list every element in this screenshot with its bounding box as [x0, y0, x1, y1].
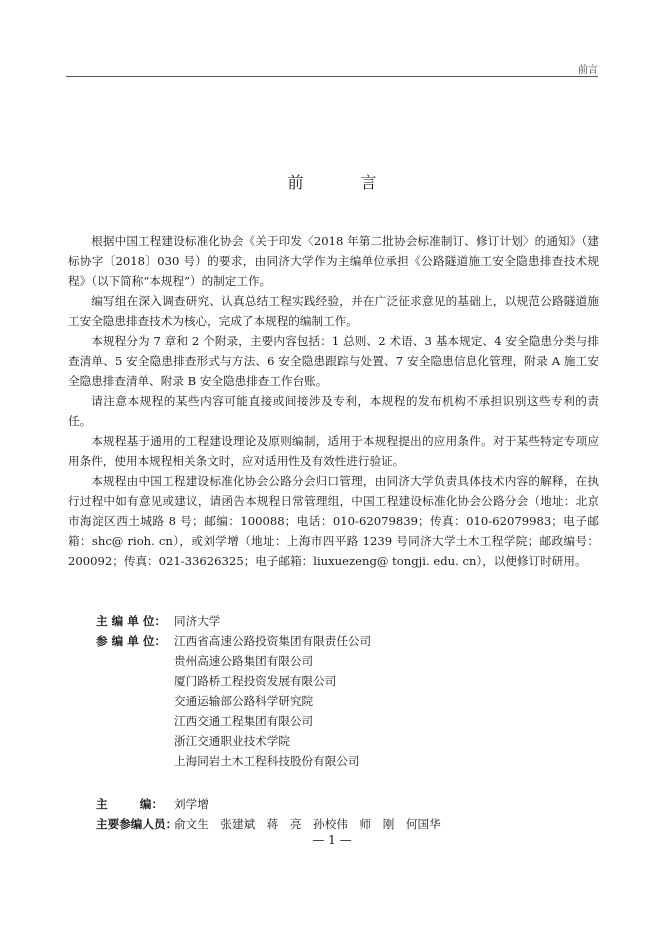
participating-unit: 上海同岩土木工程科技股份有限公司: [174, 754, 360, 768]
main-editors-names: 俞文生 张建斌 蒋 亮 孙校伟 师 刚 何国华: [174, 817, 441, 831]
participating-unit: 厦门路桥工程投资发展有限公司: [174, 674, 337, 688]
editors-section: [96, 794, 576, 834]
paragraph: 本规程分为 7 章和 2 个附录，主要内容包括：1 总则、2 术语、3 基本规定、4 安全隐患分类与排查清单、5 安全隐患排查形式与方法、6 安全隐患跟踪与处置、7 安全隐患信息化管理，附录 A 施工安全隐患排查清单、附录 B 安全隐患排查工作台账。: [68, 334, 599, 388]
header-rule: [66, 76, 598, 77]
participating-units-list: [174, 631, 371, 771]
page-title: 前 言: [287, 173, 403, 192]
paragraph: 本规程由中国工程建设标准化协会公路分会归口管理，由同济大学负责具体技术内容的解释，在执行过程中如有意见或建议，请函告本规程日常管理组，中国工程建设标准化协会公路分会（地址：北京市海淀区西土城路 8 号；邮编：100088；电话：010-62079839；传真：010-62079983；电子邮箱：shc@ rioh. cn），或刘学增（地址：上海市四平路 1239 号同济大学土木工程学院；邮政编号：200092；传真：021-33626325；电子邮箱：liuxuezeng@ tongji. edu. cn），以便修订时研用。: [68, 474, 599, 568]
paragraph: 本规程基于通用的工程建设理论及原则编制，适用于本规程提出的应用条件。对于某些特定专项应用条件，使用本规程相关条文时，应对适用性及有效性进行验证。: [68, 434, 599, 468]
paragraph: 编写组在深入调查研究、认真总结工程实践经验，并在广泛征求意见的基础上，以规范公路隧道施工安全隐患排查技术为核心，完成了本规程的编制工作。: [68, 294, 599, 328]
units-section: [96, 611, 576, 771]
chief-editor-row: [96, 794, 576, 814]
body-text: [68, 231, 599, 571]
participating-unit: 江西省高速公路投资集团有限责任公司: [174, 634, 372, 648]
chief-unit-row: [96, 611, 576, 631]
chief-unit-label: 主 编 单 位：: [96, 614, 167, 628]
participating-unit: 贵州高速公路集团有限公司: [174, 654, 314, 668]
chief-editor-name: 刘学增: [174, 797, 209, 811]
chief-unit-name: 同济大学: [174, 614, 221, 628]
participating-unit: 江西交通工程集团有限公司: [174, 714, 314, 728]
running-head: 前言: [578, 65, 598, 76]
participating-unit: 交通运输部公路科学研究院: [174, 694, 314, 708]
paragraph: 根据中国工程建设标准化协会《关于印发〈2018 年第二批协会标准制订、修订计划〉的通知》（建标协字〔2018〕030 号）的要求，由同济大学作为主编单位承担《公路隧道施工安全隐患排查技术规程》（以下简称“本规程”）的制定工作。: [68, 234, 599, 288]
main-editors-row: [96, 814, 576, 834]
chief-editor-label: 主 编：: [96, 797, 164, 811]
participating-units-label: 参 编 单 位：: [96, 634, 167, 648]
page-number: — 1 —: [312, 833, 352, 847]
participating-unit: 浙江交通职业技术学院: [174, 734, 290, 748]
main-editors-label: 主要参编人员：: [96, 817, 178, 831]
paragraph: 请注意本规程的某些内容可能直接或间接涉及专利，本规程的发布机构不承担识别这些专利的责任。: [68, 394, 599, 428]
participating-units-row: [96, 631, 576, 771]
